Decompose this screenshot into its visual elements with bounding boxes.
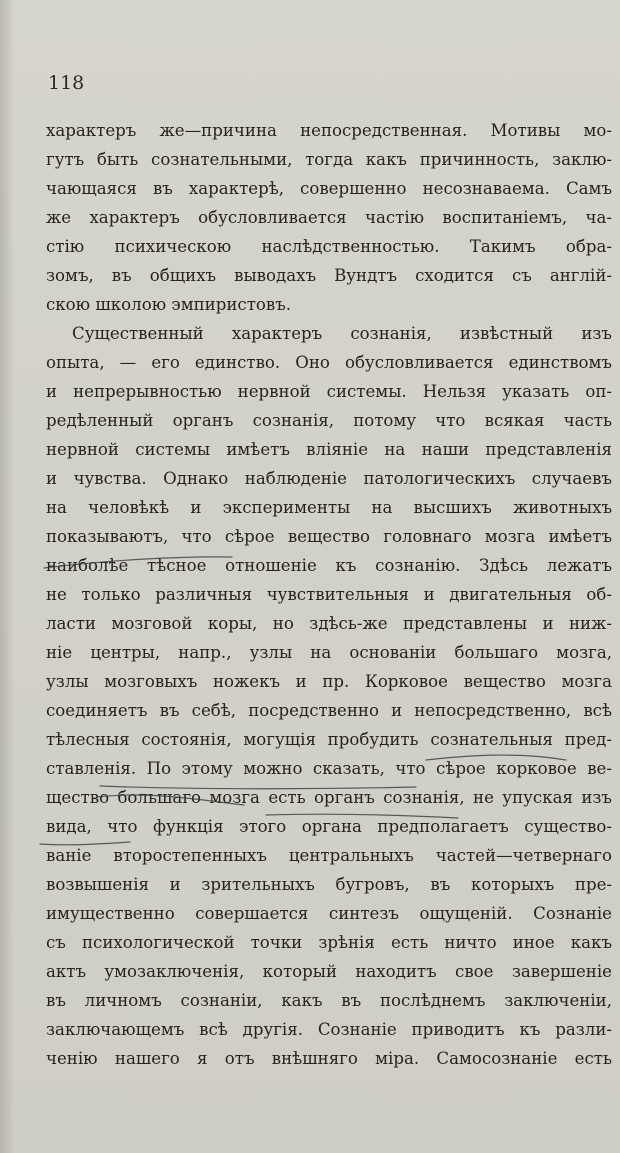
page-gutter-shadow xyxy=(0,0,14,1153)
text-line: на человѣкѣ и эксперименты на высшихъ животныхъ xyxy=(46,498,612,517)
text-line: тѣлесныя состоянія, могущія пробудить сознательныя пред- xyxy=(46,730,612,749)
text-line: скою школою эмпиристовъ. xyxy=(46,295,292,314)
text-line: зомъ, въ общихъ выводахъ Вундтъ сходится съ англій- xyxy=(46,266,612,285)
text-line: возвышенія и зрительныхъ бугровъ, въ которыхъ пре- xyxy=(46,875,612,894)
text-line: и чувства. Однако наблюденіе патологическихъ случаевъ xyxy=(46,469,612,488)
text-line: не только различныя чувствительныя и двигательныя об- xyxy=(46,585,612,604)
text-line: наиболѣе тѣсное отношеніе къ сознанію. Здѣсь лежатъ xyxy=(46,556,612,575)
text-line: ваніе второстепенныхъ центральныхъ частей—четвернаго xyxy=(46,846,612,865)
text-line: чающаяся въ характерѣ, совершенно несознаваема. Самъ xyxy=(46,179,612,198)
text-line: вида, что функція этого органа предполагаетъ существо- xyxy=(46,817,612,836)
text-line: стію психическою наслѣдственностью. Такимъ обра- xyxy=(46,237,612,256)
text-line: характеръ же—причина непосредственная. Мотивы мо- xyxy=(46,121,612,140)
text-line: въ личномъ сознаніи, какъ въ послѣднемъ заключеніи, xyxy=(46,991,612,1010)
text-line: же характеръ обусловливается частію воспитаніемъ, ча- xyxy=(46,208,612,227)
text-line: щество большаго мозга есть органъ сознанія, не упуская изъ xyxy=(46,788,612,807)
text-line: ченію нашего я отъ внѣшняго міра. Самосознаніе есть xyxy=(46,1049,612,1068)
text-line: заключающемъ всѣ другія. Сознаніе приводитъ къ разли- xyxy=(46,1020,612,1039)
text-line: соединяетъ въ себѣ, посредственно и непосредственно, всѣ xyxy=(46,701,612,720)
text-line: съ психологической точки зрѣнія есть ничто иное какъ xyxy=(46,933,612,952)
text-line: Существенный характеръ сознанія, извѣстный изъ xyxy=(72,324,612,343)
text-line: ласти мозговой коры, но здѣсь-же представлены и ниж- xyxy=(46,614,612,633)
text-line: гутъ быть сознательными, тогда какъ причинность, заклю- xyxy=(46,150,612,169)
text-line: нервной системы имѣетъ вліяніе на наши представленія xyxy=(46,440,612,459)
body-text xyxy=(46,116,612,1073)
text-line: редѣленный органъ сознанія, потому что всякая часть xyxy=(46,411,612,430)
text-line: ставленія. По этому можно сказать, что сѣрое корковое ве- xyxy=(46,759,612,778)
page-number: 118 xyxy=(48,72,85,94)
text-line: ніе центры, напр., узлы на основаніи большаго мозга, xyxy=(46,643,612,662)
text-line: имущественно совершается синтезъ ощущеній. Сознаніе xyxy=(46,904,612,923)
text-line: актъ умозаключенія, который находитъ свое завершеніе xyxy=(46,962,612,981)
text-line: опыта, — его единство. Оно обусловливается единствомъ xyxy=(46,353,612,372)
text-line: узлы мозговыхъ ножекъ и пр. Корковое вещество мозга xyxy=(46,672,612,691)
text-line: и непрерывностью нервной системы. Нельзя указать оп- xyxy=(46,382,612,401)
text-line: показываютъ, что сѣрое вещество головнаго мозга имѣетъ xyxy=(46,527,612,546)
